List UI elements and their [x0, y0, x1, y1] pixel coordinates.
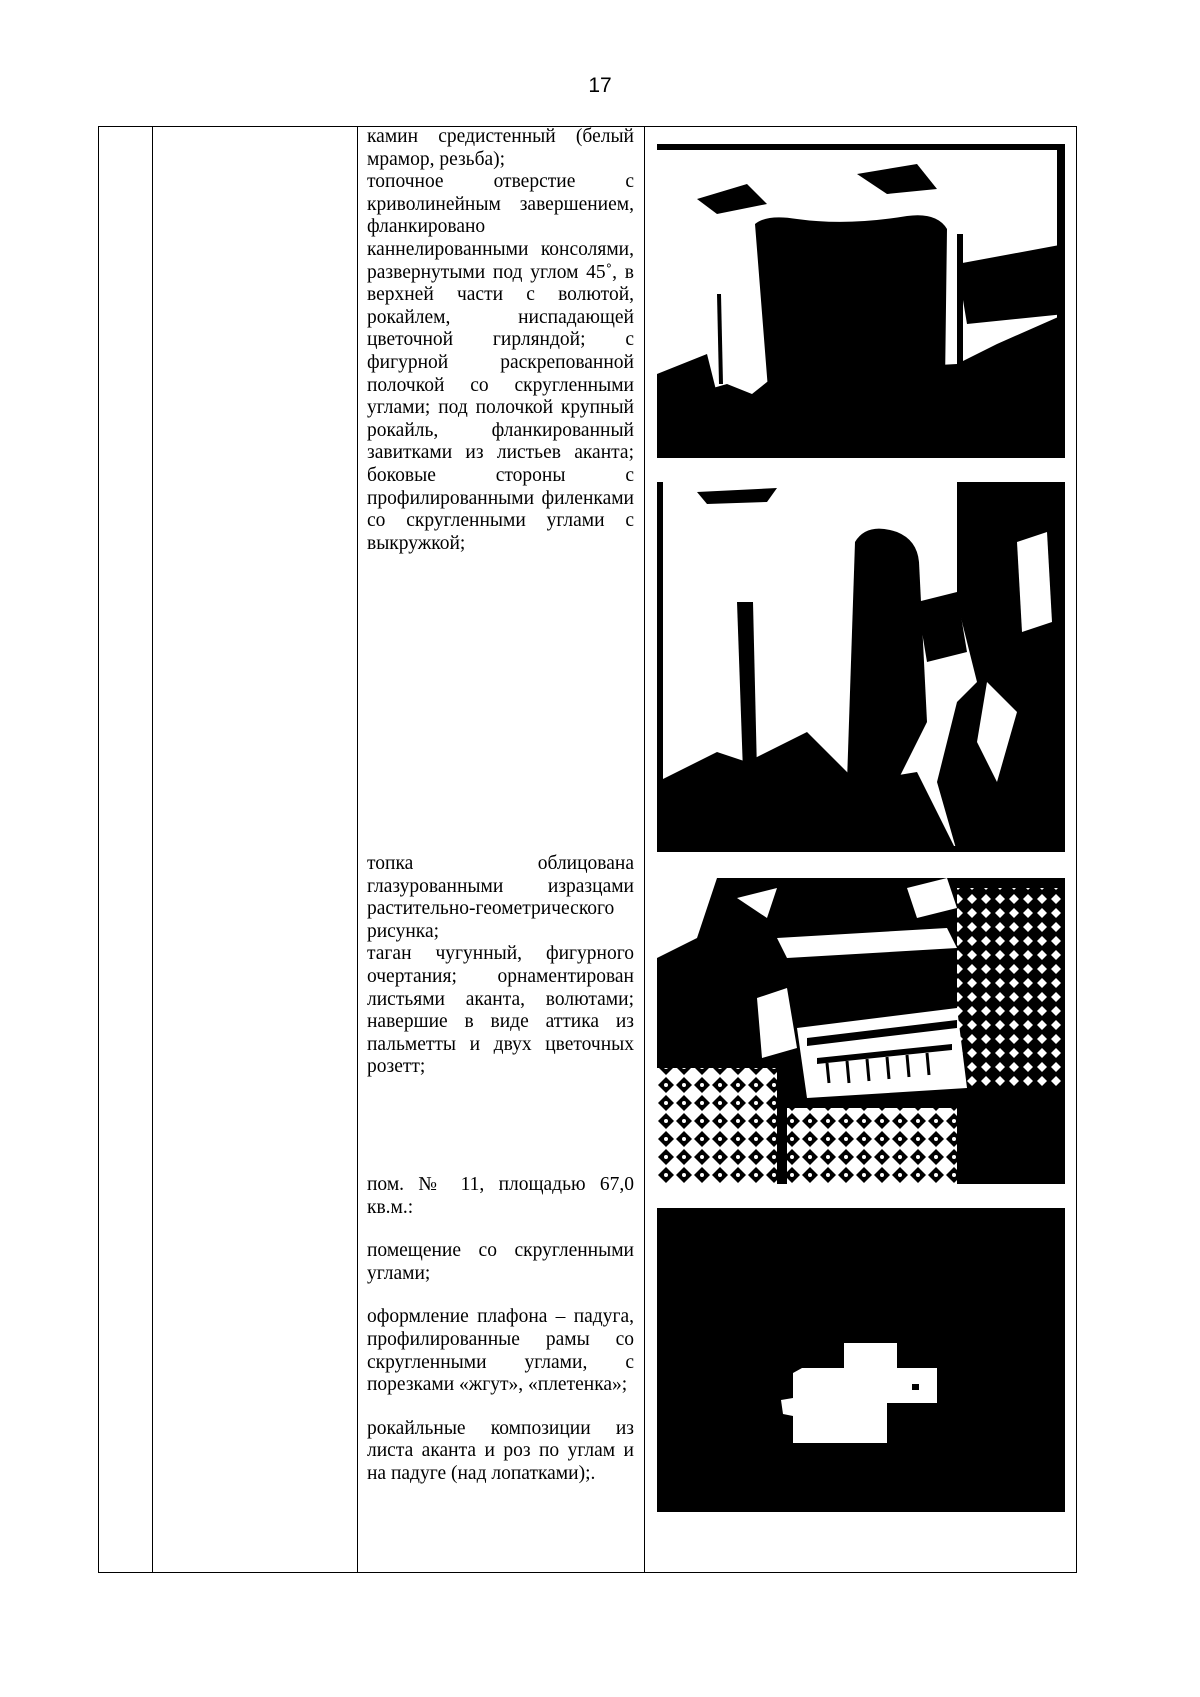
column-divider-2	[357, 126, 358, 1573]
paragraph-grate: таган чугунный, фигурного очертания; орнаментирован листьями аканта, волютами; навершие в виде аттика из пальметты и двух цветочных розетт;	[367, 943, 634, 1078]
photo-ceiling	[657, 1208, 1065, 1512]
photo-firebox-tiles	[657, 878, 1065, 1184]
description-block-1	[367, 126, 634, 555]
paragraph-rounded-corners: помещение со скругленными углами;	[367, 1240, 634, 1284]
description-block-3	[367, 1174, 634, 1486]
paragraph-fireplace-title: камин средистенный (белый мрамор, резьба);	[367, 126, 634, 170]
photo-fireplace-side	[657, 482, 1065, 852]
column-divider-3	[644, 126, 645, 1573]
paragraph-rocaille: рокайльные композиции из листа аканта и роз по углам и на падуге (над лопатками);.	[367, 1417, 634, 1484]
paragraph-room-11: пом. № 11, площадью 67,0 кв.м.:	[367, 1174, 634, 1218]
column-divider-1	[152, 126, 153, 1573]
paragraph-fireplace-description: топочное отверстие с криволинейным завершением, фланкировано каннелированными консолями, развернутыми под углом 45˚, в верхней части с волютой, рокайлем, ниспадающей цветочной гирляндой; с фигурной раскрепованной полочкой со скругленными углами; под полочкой крупный рокайль, фланкированный завитками из листьев аканта; боковые стороны с профилированными филенками со скругленными углами с выкружкой;	[367, 171, 634, 554]
photo-fireplace-front	[657, 144, 1065, 458]
page-number: 17	[588, 74, 612, 97]
paragraph-firebox: топка облицована глазурованными изразцами растительно-геометрического рисунка;	[367, 853, 634, 942]
description-block-2	[367, 853, 634, 1079]
paragraph-ceiling: оформление плафона – падуга, профилированные рамы со скругленными углами, с порезками «жгут», «плетенка»;	[367, 1306, 634, 1396]
